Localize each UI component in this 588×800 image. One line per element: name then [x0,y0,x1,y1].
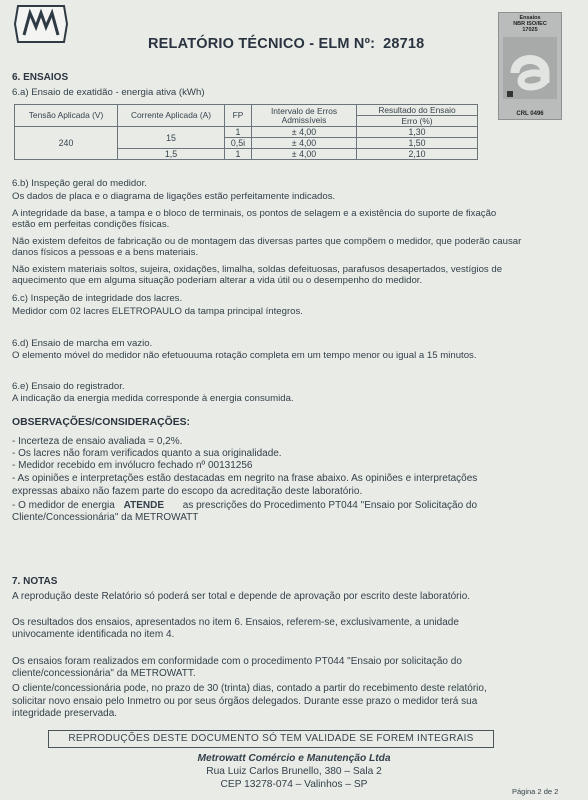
col-result: Resultado do Ensaio [357,105,478,116]
test-6d-label: 6.d) Ensaio de marcha em vazio. [12,338,153,349]
notes-paragraph-3: integridade preservada. [12,708,118,719]
validity-notice: REPRODUÇÕES DESTE DOCUMENTO SÓ TEM VALIDADE SE FOREM INTEGRAIS [48,730,494,748]
company-name: Metrowatt Comércio e Manutenção Ltda [197,753,391,764]
report-title-text: RELATÓRIO TÉCNICO - ELM Nº: [148,36,376,52]
voltage-cell: 240 [15,127,118,160]
test-6b-line: Não existem defeitos de fabricação ou de montagem das diversas partes que compõem o medidor, que poderão causar [12,236,522,247]
col-voltage: Tensão Aplicada (V) [15,105,118,127]
observation-conclusion-line2: Cliente/Concessionária" da METROWATT [12,512,199,523]
accreditation-seal [498,12,562,120]
notes-paragraph-2: univocamente identificada no item 4. [12,629,175,640]
page-number: Página 2 de 2 [512,787,559,796]
seal-line-2: NBR ISO/IEC [513,21,547,27]
notes-paragraph-1: A reprodução deste Relatório só poderá ser total e depende de aprovação por escrito deste laboratório. [12,591,471,602]
conclusion-verdict: ATENDE [123,500,164,511]
notes-paragraph-3: cliente/concessionária" da METROWATT. [12,668,196,679]
col-result-unit: Erro (%) [357,116,478,127]
interval-cell: ± 4,00 [252,127,357,138]
col-error-interval: Intervalo de Erros Admissíveis [252,105,357,127]
observation-line: expressas abaixo não fazem parte do escopo da acreditação deste laboratório. [12,486,363,497]
result-cell: 2,10 [357,149,478,160]
conclusion-prefix: - O medidor de energia [12,500,115,511]
metrowatt-logo [14,5,68,43]
observation-line: - Medidor recebido em invólucro fechado nº 00131256 [12,460,253,471]
observation-line: - Incerteza de ensaio avaliada = 0,2%. [12,436,183,447]
conclusion-suffix: as prescrições do Procedimento PT044 "Ensaio por Solicitação do [182,500,478,511]
section-7-heading: 7. NOTAS [12,576,58,587]
report-number: 28718 [383,36,425,52]
test-6a-label: 6.a) Ensaio de exatidão - energia ativa (kWh) [12,87,205,98]
seal-line-1: Ensaios [519,15,541,21]
inmetro-mark-icon [499,35,561,105]
company-address: Rua Luiz Carlos Brunello, 380 – Sala 2 [206,766,382,777]
seal-line-3: 17025 [522,27,538,33]
company-cep: CEP 13278-074 – Valinhos – SP [220,779,368,790]
notes-paragraph-3: O cliente/concessionária pode, no prazo de 30 (trinta) dias, contado a partir do recebimento deste relatório, [12,683,487,694]
test-6d-line: O elemento móvel do medidor não efetuouuma rotação completa em um tempo menor ou igual a 15 minutos. [12,350,477,361]
report-title [148,36,424,52]
test-6b-label: 6.b) Inspeção geral do medidor. [12,178,147,189]
interval-cell: ± 4,00 [252,138,357,149]
test-6b-line: estão em perfeitas condições físicas. [12,219,170,230]
current-cell: 15 [118,127,225,149]
col-current: Corrente Aplicada (A) [118,105,225,127]
col-fp: FP [225,105,252,127]
test-6c-label: 6.c) Inspeção de integridade dos lacres. [12,293,183,304]
table-row [15,127,478,138]
test-6b-line: A integridade da base, a tampa e o bloco de terminais, os pontos de selagem e a existência do suporte de fixação [12,208,497,219]
notes-paragraph-3: Os ensaios foram realizados em conformidade com o procedimento PT044 "Ensaio por solicitação do [12,656,462,667]
observation-conclusion [12,500,477,511]
current-cell: 1,5 [118,149,225,160]
test-6e-line: A indicação da energia medida corresponde à energia consumida. [12,393,294,404]
fp-cell: 0,5i [225,138,252,149]
fp-cell: 1 [225,149,252,160]
notes-paragraph-2: Os resultados dos ensaios, apresentados no item 6. Ensaios, referem-se, exclusivamente, a unidade [12,617,459,628]
observations-heading: OBSERVAÇÕES/CONSIDERAÇÕES: [12,417,191,428]
seal-code: CRL 0496 [516,111,544,117]
notes-paragraph-3: solicitar novo ensaio pelo Inmetro ou por seus órgãos delegados. Durante esse prazo o medidor terá sua [12,696,478,707]
test-6b-line: aquecimento que em alguma situação poderiam alterar a vida útil ou o desempenho do medidor. [12,275,423,286]
section-6-heading: 6. ENSAIOS [12,72,69,83]
test-6b-line: Os dados de placa e o diagrama de ligações estão perfeitamente indicados. [12,191,336,202]
test-6c-line: Medidor com 02 lacres ELETROPAULO da tampa principal íntegros. [12,306,303,317]
test-6b-line: Não existem materiais soltos, sujeira, oxidações, limalha, soldas defeituosas, parafusos desapertados, vestígios de [12,264,503,275]
test-6b-line: danos físicos a pessoas e a bens materiais. [12,247,199,258]
result-cell: 1,50 [357,138,478,149]
interval-cell: ± 4,00 [252,149,357,160]
test-6e-label: 6.e) Ensaio do registrador. [12,381,125,392]
observation-line: - As opiniões e interpretações estão destacadas em negrito na frase abaixo. As opiniões e interpretações [12,473,478,484]
fp-cell: 1 [225,127,252,138]
observation-line: - Os lacres não foram verificados quanto a sua originalidade. [12,448,282,459]
accuracy-table [14,104,478,160]
result-cell: 1,30 [357,127,478,138]
